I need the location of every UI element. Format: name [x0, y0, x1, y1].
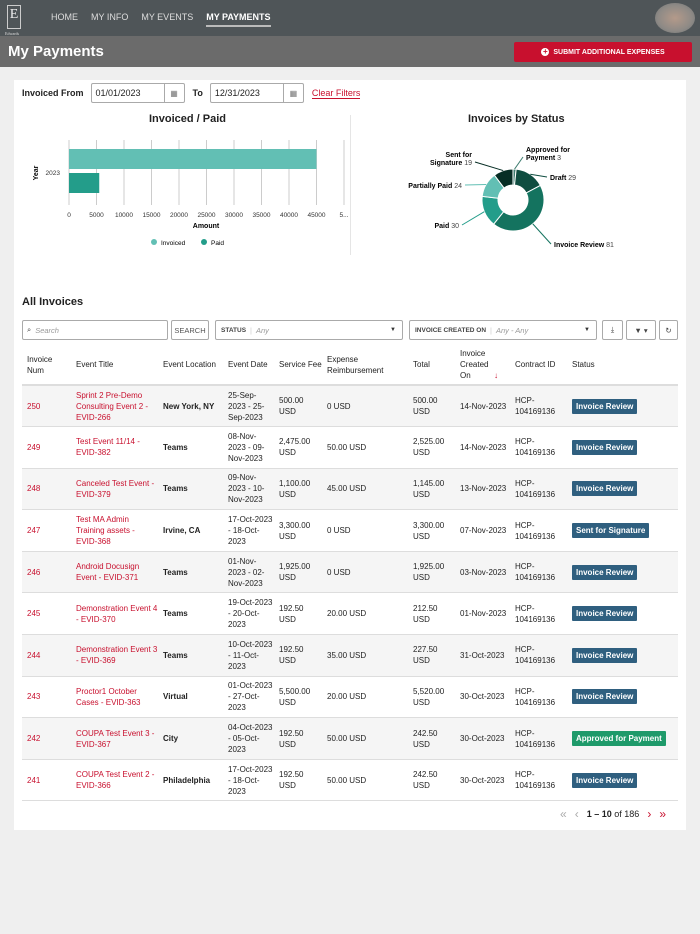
legend-marker [201, 239, 207, 245]
created-on: 30-Oct-2023 [455, 759, 510, 801]
expense-reimbursement: 45.00 USD [322, 468, 408, 510]
all-invoices-heading: All Invoices [22, 296, 84, 308]
refresh-icon: ↻ [665, 325, 672, 335]
col-header-label: Invoice Created On [460, 349, 489, 380]
total: 227.50 USD [408, 635, 455, 677]
event-date: 10-Oct-2023 - 11-Oct-2023 [223, 635, 274, 677]
table-row[interactable] [22, 385, 678, 427]
total: 3,300.00 USD [408, 510, 455, 552]
created-on-select[interactable]: INVOICE CREATED ON | Any - Any ▼ [409, 320, 597, 340]
service-fee: 192.50 USD [274, 635, 322, 677]
service-fee: 192.50 USD [274, 718, 322, 760]
created-on: 01-Nov-2023 [455, 593, 510, 635]
x-tick-label: 5000 [89, 212, 104, 219]
legend-marker [151, 239, 157, 245]
x-tick-label: 25000 [197, 212, 216, 219]
caret-down-icon: ▼ [584, 327, 590, 333]
table-row[interactable] [22, 718, 678, 760]
nav-my-info[interactable]: MY INFO [91, 12, 129, 22]
contract-id: HCP-104169136 [510, 593, 567, 635]
status-cell [567, 759, 678, 801]
x-tick-label: 45000 [307, 212, 326, 219]
plus-circle-icon: + [543, 47, 548, 56]
event-title[interactable]: Canceled Test Event - EVID-379 [71, 468, 158, 510]
bar-chart-title: Invoiced / Paid [149, 113, 227, 125]
top-nav [0, 0, 700, 36]
x-tick-label: 20000 [169, 212, 189, 219]
invoice-num[interactable]: 246 [22, 551, 71, 593]
edwards-logo[interactable]: E Edwards [5, 7, 19, 36]
slice-label: Draft 29 [550, 175, 577, 182]
user-avatar[interactable] [655, 3, 695, 33]
y-tick-label: 2023 [45, 170, 60, 177]
x-axis-label: Amount [192, 223, 220, 230]
event-date: 01-Oct-2023 - 27-Oct-2023 [223, 676, 274, 718]
event-location: Teams [158, 593, 223, 635]
contract-id: HCP-104169136 [510, 510, 567, 552]
leader-line [475, 162, 503, 171]
event-location: Irvine, CA [158, 510, 223, 552]
event-location: Teams [158, 551, 223, 593]
slice-invoice-review[interactable] [494, 185, 544, 231]
event-title[interactable]: Demonstration Event 4 - EVID-370 [71, 593, 158, 635]
refresh-button[interactable] [659, 320, 678, 340]
leader-line [465, 185, 486, 186]
invoice-num[interactable]: 241 [22, 759, 71, 801]
created-on: 14-Nov-2023 [455, 385, 510, 427]
status-cell [567, 468, 678, 510]
event-location: City [158, 718, 223, 760]
event-date: 09-Nov-2023 - 10-Nov-2023 [223, 468, 274, 510]
event-location: Teams [158, 427, 223, 469]
contract-id: HCP-104169136 [510, 635, 567, 677]
event-date: 19-Oct-2023 - 20-Oct-2023 [223, 593, 274, 635]
event-title[interactable]: Demonstration Event 3 - EVID-369 [71, 635, 158, 677]
search-icon: ⌕ [27, 325, 32, 334]
status-cell [567, 593, 678, 635]
calendar-icon[interactable]: ▦ [164, 84, 184, 102]
invoice-num[interactable]: 249 [22, 427, 71, 469]
invoices-table [22, 345, 678, 801]
expense-reimbursement: 20.00 USD [322, 593, 408, 635]
created-label: INVOICE CREATED ON [415, 326, 487, 334]
status-cell [567, 718, 678, 760]
to-date-value: 12/31/2023 [214, 88, 260, 98]
service-fee: 3,300.00 USD [274, 510, 322, 552]
service-fee: 1,925.00 USD [274, 551, 322, 593]
table-row[interactable] [22, 468, 678, 510]
search-button[interactable]: SEARCH [171, 320, 209, 340]
status-cell [567, 510, 678, 552]
status-label: STATUS [221, 326, 247, 334]
total: 500.00 USD [408, 385, 455, 427]
table-row[interactable] [22, 759, 678, 801]
slice-label: Paid 30 [434, 223, 459, 230]
event-date: 08-Nov-2023 - 09-Nov-2023 [223, 427, 274, 469]
event-title[interactable]: Test Event 11/14 - EVID-382 [71, 427, 158, 469]
total: 242.50 USD [408, 718, 455, 760]
y-axis-label: Year [33, 165, 40, 181]
invoice-num[interactable]: 245 [22, 593, 71, 635]
contract-id: HCP-104169136 [510, 718, 567, 760]
status-badge: Invoice Review [572, 773, 637, 788]
service-fee: 5,500.00 USD [274, 676, 322, 718]
event-location: New York, NY [158, 385, 223, 427]
expense-reimbursement: 0 USD [322, 551, 408, 593]
page-title: My Payments [8, 43, 104, 60]
invoice-num[interactable]: 250 [22, 385, 71, 427]
event-location: Virtual [158, 676, 223, 718]
total: 212.50 USD [408, 593, 455, 635]
from-label: Invoiced From [22, 88, 84, 98]
total: 5,520.00 USD [408, 676, 455, 718]
date-filters [22, 83, 360, 103]
status-cell [567, 635, 678, 677]
leader-line [533, 224, 551, 244]
col-header[interactable]: Event Date [223, 345, 274, 385]
slice-label: Approved for Payment 3 [526, 147, 570, 162]
last-page-icon[interactable]: » [659, 807, 666, 821]
created-on: 03-Nov-2023 [455, 551, 510, 593]
col-header[interactable]: Invoice Num [22, 345, 71, 385]
invoiced-paid-chart [14, 125, 350, 255]
slice-label: Sent for Signature 19 [429, 152, 472, 167]
table-row[interactable] [22, 635, 678, 677]
legend-label: Invoiced [161, 240, 186, 247]
sort-desc-icon[interactable]: ↓ [494, 371, 498, 380]
filter-button[interactable] [626, 320, 656, 340]
total: 1,925.00 USD [408, 551, 455, 593]
caret-down-icon: ▼ [390, 327, 396, 333]
invoice-num[interactable]: 242 [22, 718, 71, 760]
page-range: 1 – 10 [586, 809, 612, 819]
x-tick-label: 5... [339, 212, 349, 219]
col-header[interactable] [455, 345, 510, 385]
x-tick-label: 30000 [224, 212, 244, 219]
service-fee: 192.50 USD [274, 759, 322, 801]
clear-filters-link[interactable]: Clear Filters [311, 87, 361, 98]
event-location: Philadelphia [158, 759, 223, 801]
event-location: Teams [158, 468, 223, 510]
x-tick-label: 10000 [114, 212, 134, 219]
total: 242.50 USD [408, 759, 455, 801]
bar-invoiced[interactable] [69, 149, 317, 169]
slice-label: Invoice Review 81 [554, 242, 614, 249]
status-badge: Invoice Review [572, 648, 637, 663]
col-header[interactable]: Event Location [158, 345, 223, 385]
table-row[interactable] [22, 510, 678, 552]
leader-line [515, 157, 523, 169]
donut-chart-title: Invoices by Status [468, 113, 565, 125]
expense-reimbursement: 50.00 USD [322, 718, 408, 760]
expense-reimbursement: 50.00 USD [322, 427, 408, 469]
download-icon: ⤓ [610, 325, 615, 334]
to-label: To [192, 88, 203, 98]
col-header[interactable]: Contract ID [510, 345, 567, 385]
event-date: 01-Nov-2023 - 02-Nov-2023 [223, 551, 274, 593]
status-badge: Approved for Payment [572, 731, 666, 746]
page-total: of 186 [614, 809, 640, 819]
bar-paid[interactable] [69, 173, 99, 193]
invoice-num[interactable]: 243 [22, 676, 71, 718]
filter-icon: ▼ ▾ [634, 325, 648, 335]
submit-expenses-button[interactable]: + SUBMIT ADDITIONAL EXPENSES [514, 42, 692, 62]
event-title[interactable]: Proctor1 October Cases - EVID-363 [71, 676, 158, 718]
status-badge: Invoice Review [572, 481, 637, 496]
contract-id: HCP-104169136 [510, 427, 567, 469]
x-tick-label: 35000 [252, 212, 271, 219]
expense-reimbursement: 35.00 USD [322, 635, 408, 677]
table-row[interactable] [22, 593, 678, 635]
created-on: 31-Oct-2023 [455, 635, 510, 677]
col-header[interactable]: Status [567, 345, 678, 385]
status-badge: Invoice Review [572, 689, 637, 704]
nav-home[interactable]: HOME [51, 12, 78, 22]
created-on: 14-Nov-2023 [455, 427, 510, 469]
service-fee: 500.00 USD [274, 385, 322, 427]
expense-reimbursement: 50.00 USD [322, 759, 408, 801]
col-header[interactable]: Total [408, 345, 455, 385]
event-title[interactable]: Android Docusign Event - EVID-371 [71, 551, 158, 593]
table-row[interactable] [22, 676, 678, 718]
expense-reimbursement: 20.00 USD [322, 676, 408, 718]
to-date-input[interactable] [210, 83, 304, 103]
status-badge: Invoice Review [572, 399, 637, 414]
payments-card [14, 80, 686, 830]
contract-id: HCP-104169136 [510, 551, 567, 593]
from-date-value: 01/01/2023 [95, 88, 141, 98]
contract-id: HCP-104169136 [510, 468, 567, 510]
service-fee: 1,100.00 USD [274, 468, 322, 510]
event-date: 17-Oct-2023 - 18-Oct-2023 [223, 759, 274, 801]
status-badge: Sent for Signature [572, 523, 649, 538]
table-row[interactable] [22, 551, 678, 593]
total: 1,145.00 USD [408, 468, 455, 510]
created-on: 13-Nov-2023 [455, 468, 510, 510]
search-input[interactable]: ⌕ Search [22, 320, 168, 340]
nav-my-events[interactable]: MY EVENTS [141, 12, 194, 22]
event-title[interactable]: COUPA Test Event 3 - EVID-367 [71, 718, 158, 760]
service-fee: 2,475.00 USD [274, 427, 322, 469]
created-on: 30-Oct-2023 [455, 676, 510, 718]
first-page-icon[interactable]: « [560, 807, 567, 821]
event-date: 04-Oct-2023 - 05-Oct-2023 [223, 718, 274, 760]
event-date: 17-Oct-2023 - 18-Oct-2023 [223, 510, 274, 552]
table-row[interactable] [22, 427, 678, 469]
event-date: 25-Sep-2023 - 25-Sep-2023 [223, 385, 274, 427]
contract-id: HCP-104169136 [510, 759, 567, 801]
invoice-num[interactable]: 248 [22, 468, 71, 510]
col-header[interactable]: Event Title [71, 345, 158, 385]
pagination [560, 807, 666, 821]
x-tick-label: 40000 [279, 212, 299, 219]
x-tick-label: 0 [67, 212, 71, 219]
prev-page-icon[interactable]: ‹ [574, 807, 579, 821]
event-title[interactable]: COUPA Test Event 2 - EVID-366 [71, 759, 158, 801]
x-tick-label: 15000 [142, 212, 161, 219]
divider [350, 115, 351, 255]
invoice-num[interactable]: 244 [22, 635, 71, 677]
status-cell [567, 551, 678, 593]
legend-label: Paid [211, 240, 225, 247]
col-header[interactable]: Service Fee [274, 345, 322, 385]
status-badge: Invoice Review [572, 440, 637, 455]
status-badge: Invoice Review [572, 565, 637, 580]
status-value: Any [256, 325, 269, 335]
nav-my-payments[interactable]: MY PAYMENTS [206, 12, 270, 27]
expense-reimbursement: 0 USD [322, 510, 408, 552]
download-button[interactable] [602, 320, 623, 340]
leader-line [462, 212, 484, 225]
invoice-num[interactable]: 247 [22, 510, 71, 552]
contract-id: HCP-104169136 [510, 385, 567, 427]
col-header[interactable]: Expense Reimbursement [322, 345, 408, 385]
status-donut-chart [354, 125, 686, 260]
slice-label: Partially Paid 24 [408, 183, 462, 190]
event-title[interactable]: Sprint 2 Pre-Demo Consulting Event 2 - EVID-266 [71, 385, 158, 427]
from-date-input[interactable] [91, 83, 185, 103]
created-on: 30-Oct-2023 [455, 718, 510, 760]
status-select[interactable]: STATUS | Any ▼ [215, 320, 403, 340]
status-badge: Invoice Review [572, 606, 637, 621]
created-value: Any - Any [495, 325, 529, 335]
status-cell [567, 427, 678, 469]
contract-id: HCP-104169136 [510, 676, 567, 718]
expense-reimbursement: 0 USD [322, 385, 408, 427]
status-cell [567, 676, 678, 718]
service-fee: 192.50 USD [274, 593, 322, 635]
next-page-icon[interactable]: › [647, 807, 652, 821]
status-cell [567, 385, 678, 427]
event-location: Teams [158, 635, 223, 677]
calendar-icon[interactable]: ▦ [283, 84, 303, 102]
total: 2,525.00 USD [408, 427, 455, 469]
event-title[interactable]: Test MA Admin Training assets - EVID-368 [71, 510, 158, 552]
created-on: 07-Nov-2023 [455, 510, 510, 552]
